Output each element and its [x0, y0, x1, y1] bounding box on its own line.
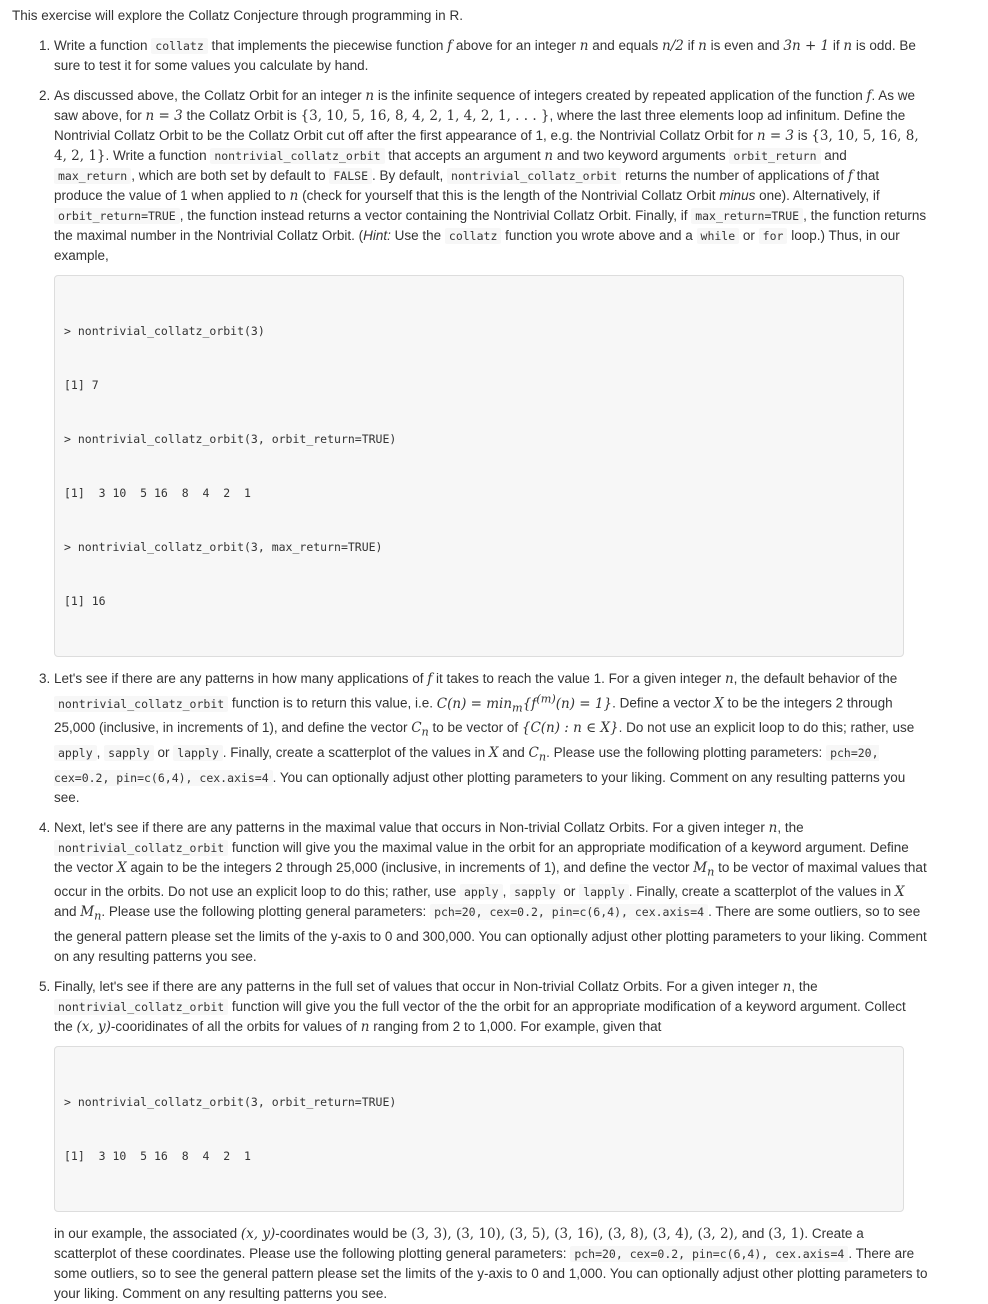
inline-code: max_return — [54, 168, 131, 184]
math: n — [365, 88, 375, 104]
math: $M_n$ — [693, 859, 715, 879]
inline-code: nontrivial_collatz_orbit — [54, 840, 228, 856]
math: n — [698, 38, 707, 54]
math: $C_n$ — [528, 744, 547, 764]
exercise-item-5: 5. Finally, let's see if there are any patterns in the full set of values that occur in Non-trivial Collatz Orbits. For a given integer n, the nontrivial_collatz_orbit function will give you the full vector of the the orbit for an appropriate modification of a keyword argument. Collect the (x, y)-cooridinates of all the orbits for values of n ranging from 2 to 1,000. For example, given that > nontrivial_collatz_orbit(3, orbit_return=TRUE) [1] 3 10 5 16 8 4 2 1 in our example, the associated (x, y)-coordinates would be (3, 3), (3, 10), (3, 5), (3, 16), (3, 8), (3, 4), (3, 2), and (3, 1). Create a scatterplot of these coordinates. Please use the following plotting general parameters: pch=20, cex=0.2, pin=c(6,4), cex.axis=4 . There are some outliers, so to see the general pattern please set the limits of the y-axis to 0 and 1,000. You can optionally adjust other plotting parameters to your liking. Comment on any resulting patterns you see. — [54, 977, 988, 1304]
code-block — [54, 1046, 904, 1212]
math: n = 3 — [756, 128, 795, 144]
math: (3, 3), (3, 10), (3, 5), (3, 16), (3, 8), (3, 4), (3, 2), — [411, 1225, 739, 1242]
math: (x, y) — [240, 1225, 276, 1242]
code-line: > nontrivial_collatz_orbit(3, max_return=TRUE) — [64, 540, 383, 554]
code-line: > nontrivial_collatz_orbit(3, orbit_return=TRUE) — [64, 1094, 397, 1109]
inline-code: orbit_return=TRUE — [54, 208, 180, 224]
math: $M_n$ — [80, 904, 102, 923]
code-line: > nontrivial_collatz_orbit(3) — [64, 324, 265, 338]
code-line: [1] 7 — [64, 378, 99, 392]
inline-code: orbit_return — [729, 148, 820, 164]
inline-code: sapply — [510, 884, 560, 900]
intro-text: This exercise will explore the Collatz Conjecture through programming in R. — [12, 8, 463, 23]
math: X — [714, 695, 724, 712]
math: {3, 10, 5, 16, 8, 4, 2, 1} — [54, 128, 919, 164]
math: n = 3 — [145, 108, 183, 124]
math: f — [447, 38, 453, 54]
exercise-list — [12, 36, 988, 1304]
math: n — [768, 819, 778, 836]
exercise-item-3: 3. Let's see if there are any patterns in how many applications of f it takes to reach the value 1. For a given integer n, the default behavior of the nontrivial_collatz_orbit function is to return this value, i.e. $C(n) = \min_m\{f^{(m)}(n) = 1\}$. Define a vector X to be the integers 2 through 25,000 (inclusive, in increments of 1), and define the vector $C_n$ to be vector of {C(n) : n ∈ X}. Do not use an explicit loop to do this; rather, use apply , sapply or lapply . Finally, create a scatterplot of the values in X and $C_n$. Please use the following plotting parameters: pch=20, cex=0.2, pin=c(6,4), cex.axis=4 . You can optionally adjust other plotting parameters to your liking. Comment on any resulting patterns you see. — [54, 669, 988, 808]
inline-code: pch=20, cex=0.2, pin=c(6,4), cex.axis=4 — [430, 904, 708, 920]
inline-code: collatz — [445, 228, 501, 244]
inline-code: apply — [54, 745, 97, 761]
math: n — [724, 671, 734, 687]
inline-code: FALSE — [329, 168, 372, 184]
inline-code: lapply — [579, 884, 629, 900]
inline-code: collatz — [151, 38, 207, 54]
math: n — [360, 1018, 370, 1035]
inline-code: pch=20, cex=0.2, pin=c(6,4), cex.axis=4 — [54, 745, 879, 785]
inline-code: apply — [460, 884, 503, 900]
exercise-item-4: 4. Next, let's see if there are any patterns in the maximal value that occurs in Non-trivial Collatz Orbits. For a given integer n, the nontrivial_collatz_orbit function will give you the maximal value in the orbit for an appropriate modification of a keyword argument. Define the vector X again to be the integers 2 through 25,000 (inclusive, in increments of 1), and define the vector $M_n$ to be vector of maximal values that occur in the orbits. Do not use an explicit loop to do this; rather, use apply , sapply or lapply . Finally, create a scatterplot of the values in X and $M_n$. Please use the following plotting general parameters: pch=20, cex=0.2, pin=c(6,4), cex.axis=4 . There are some outliers, so to see the general pattern please set the limits of the y-axis to 0 and 300,000. You can optionally adjust other plotting parameters to your liking. Comment on any resulting patterns you see. — [54, 818, 988, 967]
code-block — [54, 275, 904, 657]
inline-code: max_return=TRUE — [691, 208, 803, 224]
inline-code: for — [759, 228, 788, 244]
inline-code: sapply — [104, 745, 154, 761]
math: n — [544, 148, 554, 164]
exercise-item-1: 1. Write a function collatz that implements the piecewise function f above for an integer n and equals n/2 if n is even and 3n + 1 if n is odd. Be sure to test it for some values you calculate by hand. — [54, 36, 988, 76]
math: X — [894, 884, 905, 901]
math: $C(n) = \min_m\{f^{(m)}(n) = 1\}$ — [436, 692, 613, 715]
code-line: [1] 3 10 5 16 8 4 2 1 — [64, 1148, 251, 1163]
math: X — [117, 859, 127, 876]
code-line: [1] 3 10 5 16 8 4 2 1 — [64, 486, 251, 500]
math: f — [427, 671, 433, 687]
inline-code: pch=20, cex=0.2, pin=c(6,4), cex.axis=4 — [570, 1246, 848, 1262]
math: (3, 1) — [768, 1225, 805, 1242]
math: n — [289, 188, 299, 204]
math: {C(n) : n ∈ X} — [521, 720, 619, 737]
code-line: [1] 16 — [64, 594, 106, 608]
exercise-item-2: 2. As discussed above, the Collatz Orbit for an integer n is the infinite sequence of integers created by repeated application of the function f. As we saw above, for n = 3 the Collatz Orbit is {3, 10, 5, 16, 8, 4, 2, 1, 4, 2, 1, . . . }, where the last three elements loop ad infinitum. Define the Nontrivial Collatz Orbit to be the Collatz Orbit cut off after the first appearance of 1, e.g. the Nontrivial Collatz Orbit for n = 3 is {3, 10, 5, 16, 8, 4, 2, 1}. Write a function nontrivial_collatz_orbit that accepts an argument n and two keyword arguments orbit_return and max_return , which are both set by default to FALSE . By default, nontrivial_collatz_orbit returns the number of applications of f that produce the value of 1 when applied to n (check for yourself that this is the length of the Nontrivial Collatz Orbit minus one). Alternatively, if orbit_return=TRUE , the function instead returns a vector containing the Nontrivial Collatz Orbit. Finally, if max_return=TRUE , the function returns the maximal number in the Nontrivial Collatz Orbit. (Hint: Use the collatz function you wrote above and a while or for loop.) Thus, in our example, > nontrivial_collatz_orbit(3) [1] 7 > nontrivial_collatz_orbit(3, orbit_return=TRUE) [1] 3 10 5 16 8 4 2 1 > nontrivial_collatz_orbit(3, max_return=TRUE) [1] 16 — [54, 86, 988, 657]
code-line: > nontrivial_collatz_orbit(3, orbit_return=TRUE) — [64, 432, 397, 446]
math: n — [782, 978, 792, 995]
math: {3, 10, 5, 16, 8, 4, 2, 1, 4, 2, 1, . . . } — [300, 108, 550, 124]
math: n — [843, 38, 853, 54]
inline-code: while — [697, 228, 740, 244]
inline-code: lapply — [173, 745, 223, 761]
inline-code: nontrivial_collatz_orbit — [54, 696, 228, 712]
math: n — [579, 38, 589, 54]
inline-code: nontrivial_collatz_orbit — [447, 168, 621, 184]
math: (x, y) — [76, 1018, 111, 1035]
math: X — [488, 744, 499, 761]
math: $C_n$ — [411, 720, 429, 739]
math: 3n + 1 — [783, 38, 830, 54]
math: f — [847, 168, 853, 184]
inline-code: nontrivial_collatz_orbit — [54, 999, 228, 1015]
inline-code: nontrivial_collatz_orbit — [210, 148, 384, 164]
math: n/2 — [662, 38, 684, 54]
math: f — [866, 88, 872, 104]
